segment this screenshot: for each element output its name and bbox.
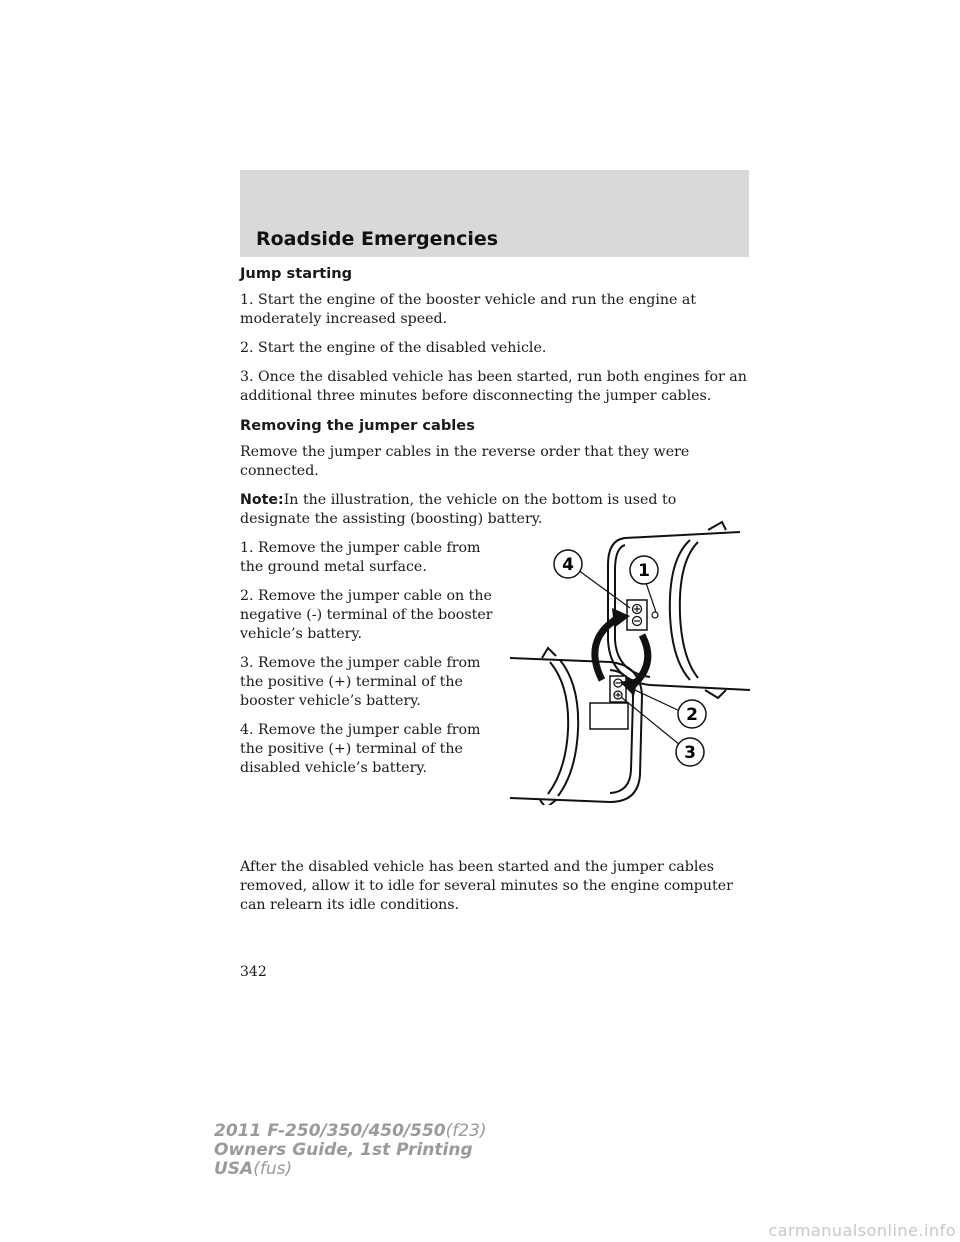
booster-vehicle-mirror-bottom	[540, 800, 556, 805]
note-text: In the illustration, the vehicle on the bottom is used to designate the assisting (boosting) battery.	[240, 492, 677, 527]
after-start-section	[240, 858, 749, 915]
booster-vehicle-mirror-top	[542, 648, 556, 658]
footer-region: USA	[214, 1159, 254, 1179]
disabled-vehicle-windshield-inner	[680, 542, 698, 678]
callout-1	[630, 556, 658, 584]
section-header-band	[240, 170, 749, 257]
removal-step-3: 3. Remove the jumper cable from the positive (+) terminal of the booster vehicle’s battery.	[240, 655, 481, 709]
watermark: carmanualsonline.info	[768, 1221, 956, 1240]
note-label: Note:	[240, 492, 284, 508]
jump-step-2: 2. Start the engine of the disabled vehicle.	[240, 340, 547, 356]
booster-battery	[610, 676, 626, 702]
callout-2-label: 2	[686, 705, 698, 725]
booster-vehicle-windshield-inner	[548, 662, 568, 794]
jump-step-3: 3. Once the disabled vehicle has been started, run both engines for an additional three minutes before disconnecting the jumper cables.	[240, 369, 747, 404]
removal-step-1: 1. Remove the jumper cable from the ground metal surface.	[240, 540, 481, 575]
jump-starting-heading: Jump starting	[240, 265, 353, 282]
footer-model: 2011 F-250/350/450/550	[214, 1121, 446, 1141]
removal-step-4: 4. Remove the jumper cable from the positive (+) terminal of the disabled vehicle’s battery.	[240, 722, 481, 776]
leader-line-3	[621, 697, 680, 745]
footer-line-1	[214, 1122, 487, 1141]
after-start-text: After the disabled vehicle has been started and the jumper cables removed, allow it to idle for several minutes so the engine computer can relearn its idle conditions.	[240, 859, 733, 913]
removing-intro: Remove the jumper cables in the reverse order that they were connected.	[240, 444, 690, 479]
page-number: 342	[240, 964, 267, 980]
callout-1-label: 1	[638, 561, 650, 581]
section-title: Roadside Emergencies	[256, 228, 499, 250]
document-footer	[214, 1122, 487, 1179]
callout-4-label: 4	[562, 555, 574, 575]
leader-line-2	[622, 684, 682, 712]
removing-cables-heading: Removing the jumper cables	[240, 417, 475, 434]
removal-step-2: 2. Remove the jumper cable on the negative (-) terminal of the booster vehicle’s battery.	[240, 588, 493, 642]
removal-steps	[240, 539, 495, 778]
jump-cable-illustration	[500, 520, 752, 805]
jump-step-1: 1. Start the engine of the booster vehicle and run the engine at moderately increased speed.	[240, 292, 697, 327]
disabled-vehicle-mirror-top	[708, 522, 726, 530]
leader-line-4	[578, 570, 630, 608]
footer-line-3	[214, 1160, 487, 1179]
callout-3	[676, 738, 704, 766]
footer-region-code: (fus)	[253, 1159, 293, 1179]
booster-vehicle-plate	[590, 703, 628, 729]
disabled-vehicle-mirror-bottom	[705, 690, 726, 698]
callout-2	[678, 700, 706, 728]
vehicles-diagram	[500, 520, 752, 805]
callout-3-label: 3	[684, 743, 696, 763]
footer-code: (f23)	[445, 1121, 487, 1141]
callout-4	[554, 550, 582, 578]
footer-line-2: Owners Guide, 1st Printing	[214, 1140, 473, 1160]
